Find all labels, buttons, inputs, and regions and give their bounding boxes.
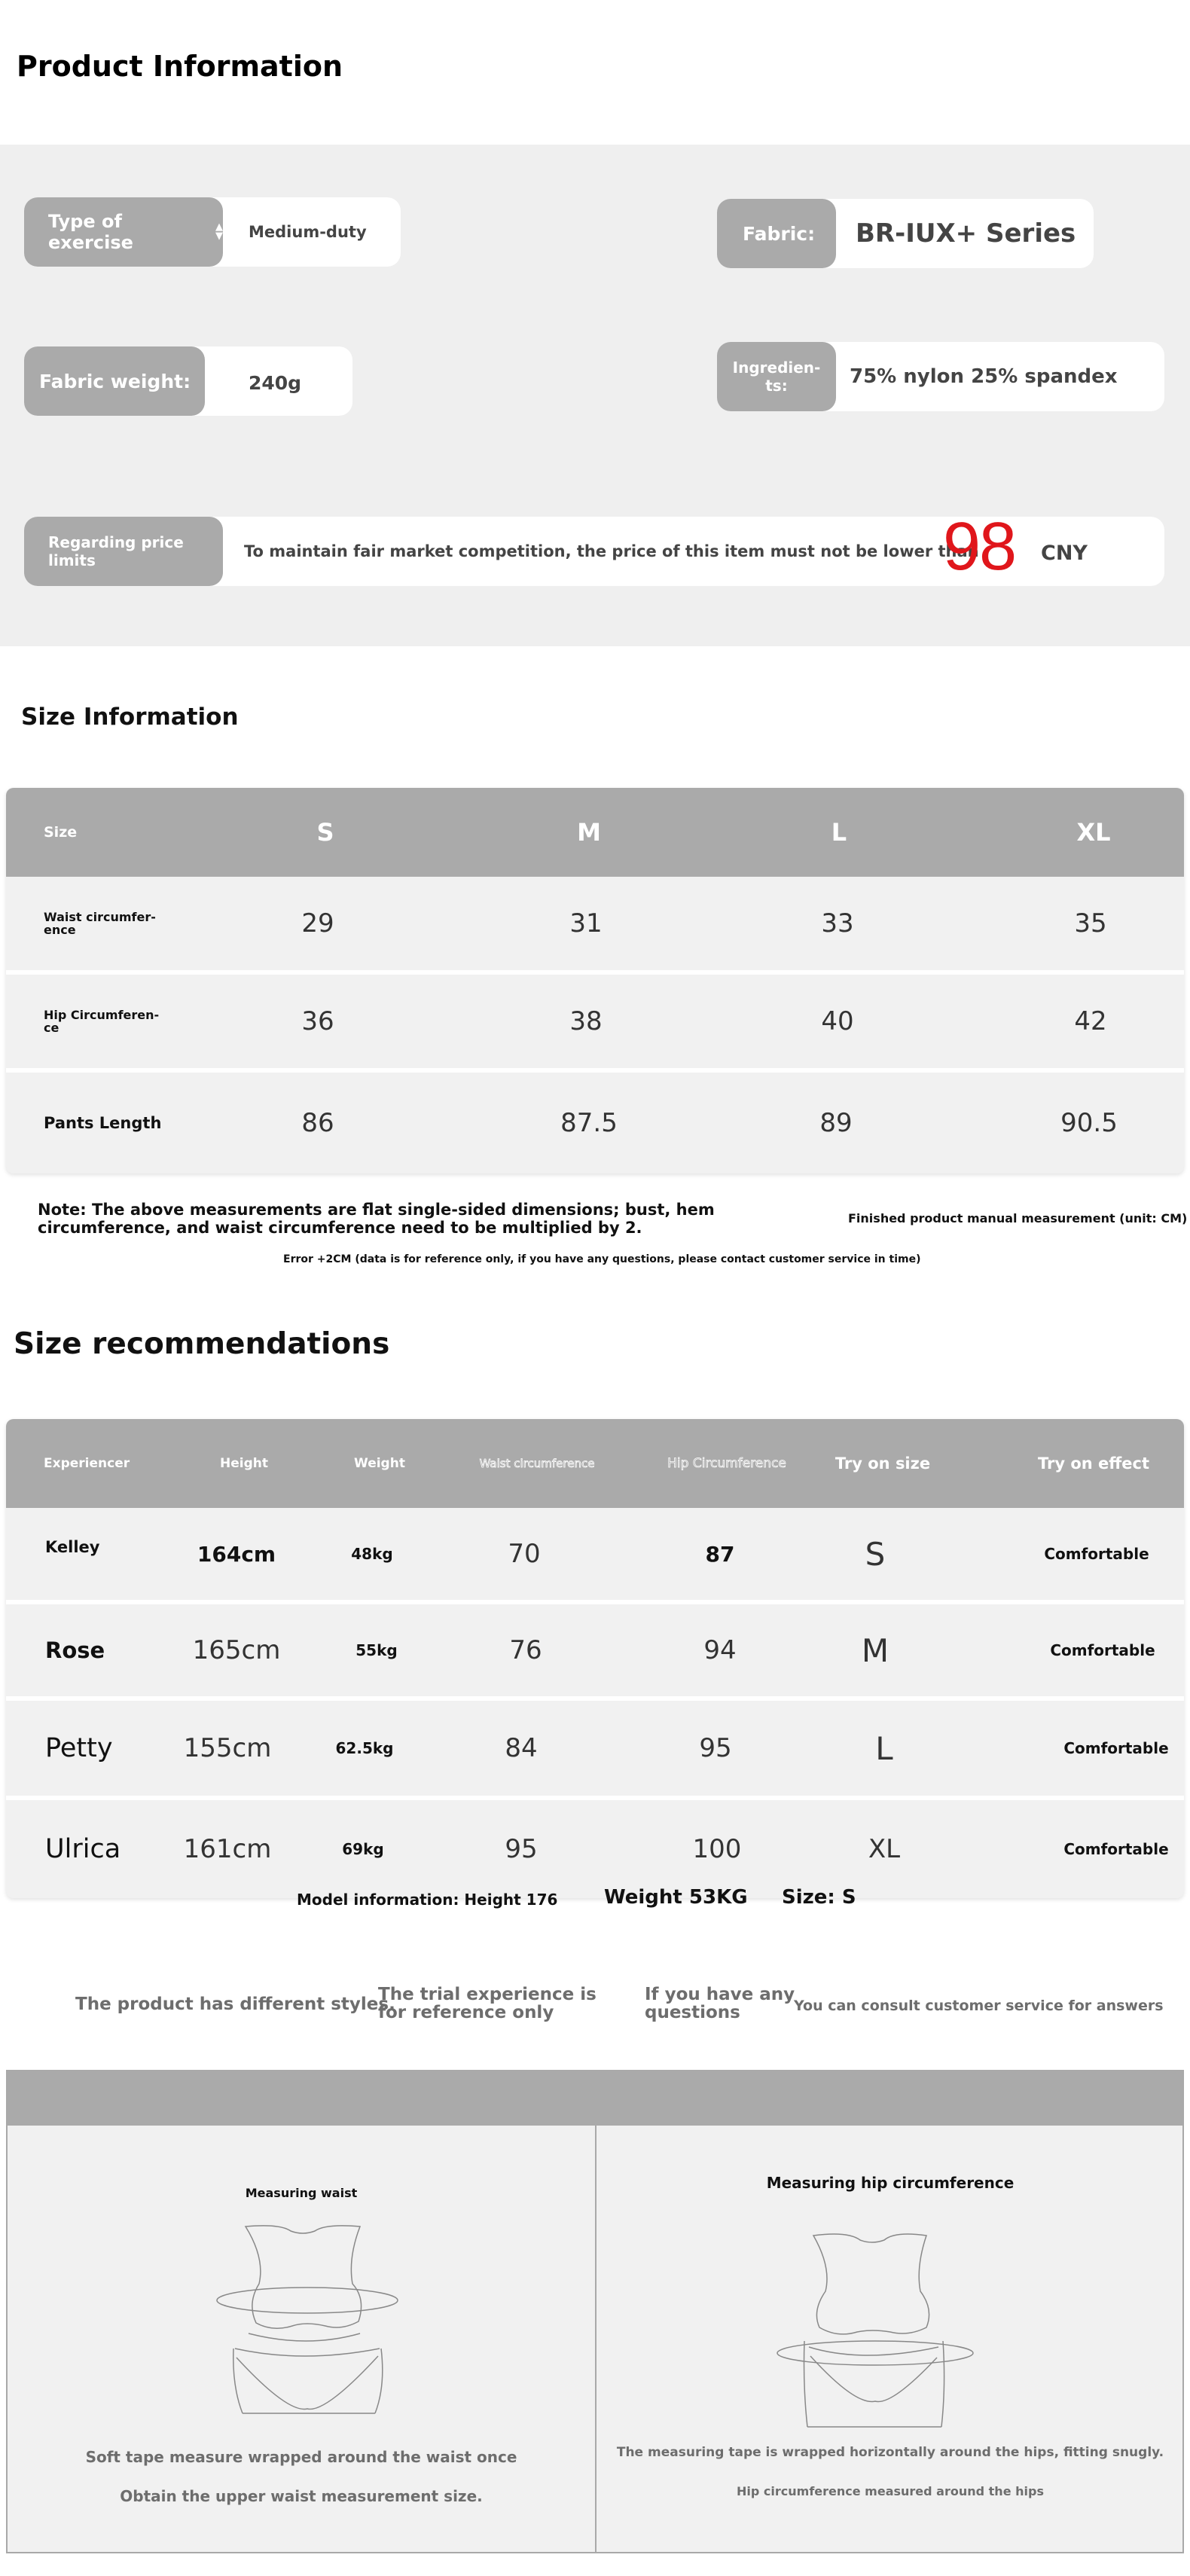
size-table	[6, 788, 1184, 1174]
measuring-waist-title: Measuring waist	[245, 2186, 358, 2200]
size-table-header	[6, 788, 1184, 877]
header-waist: Waist circumference	[479, 1457, 595, 1470]
measuring-waist-line1: Soft tape measure wrapped around the waist once	[85, 2448, 517, 2466]
rec-name: Ulrica	[45, 1834, 121, 1864]
measuring-hip-title: Measuring hip circumference	[766, 2174, 1015, 2192]
size-rec-header	[6, 1419, 1184, 1508]
exercise-label: Type of exercise	[48, 211, 133, 253]
questions-disclaimer: If you have any questions	[645, 1985, 795, 2022]
size-info-title: Size Information	[21, 704, 239, 731]
rec-effect: Comfortable	[1044, 1545, 1149, 1563]
error-note: Error +2CM (data is for reference only, if you have any questions, please contact customer service in time)	[283, 1253, 921, 1265]
fabric-weight-tag	[24, 346, 205, 416]
rec-size: M	[861, 1631, 889, 1669]
sort-arrows-icon: ▲ ▼	[215, 221, 223, 242]
table-row	[6, 1508, 1184, 1600]
fabric-label: Fabric:	[743, 222, 816, 245]
ingredients-value: 75% nylon 25% spandex	[850, 365, 1118, 388]
rec-weight: 48kg	[351, 1545, 393, 1563]
header-xl: XL	[1076, 818, 1111, 847]
row-cell: 42	[1074, 1006, 1107, 1036]
measuring-panel	[6, 2070, 1184, 2553]
header-weight: Weight	[354, 1456, 405, 1471]
row-cell: 89	[819, 1108, 853, 1138]
row-cell: 33	[821, 908, 854, 939]
row-cell: 90.5	[1060, 1108, 1118, 1138]
price-tag	[24, 517, 223, 586]
header-size: Size	[44, 824, 78, 841]
row-label: Hip Circumferen- ce	[44, 1008, 160, 1035]
size-rec-table	[6, 1419, 1184, 1898]
header-try-size: Try on size	[835, 1454, 931, 1473]
measuring-hip-line1: The measuring tape is wrapped horizontally around the hips, fitting snugly.	[616, 2445, 1164, 2460]
rec-effect: Comfortable	[1050, 1641, 1155, 1659]
measuring-hip-line2: Hip circumference measured around the hips	[737, 2484, 1044, 2498]
trial-disclaimer: The trial experience is for reference only	[378, 1985, 597, 2022]
rec-weight: 55kg	[355, 1641, 398, 1659]
table-row	[6, 877, 1184, 970]
fabric-weight-label: Fabric weight:	[39, 370, 191, 392]
rec-height: 161cm	[183, 1834, 272, 1864]
rec-name: Petty	[45, 1733, 113, 1763]
rec-name: Rose	[45, 1637, 105, 1663]
rec-weight: 69kg	[342, 1840, 384, 1858]
header-m: M	[577, 818, 601, 847]
price-value: 98	[943, 508, 1016, 584]
rec-hip: 94	[703, 1635, 737, 1665]
measuring-waist-line2: Obtain the upper waist measurement size.	[120, 2487, 483, 2505]
consult-disclaimer: You can consult customer service for answers	[794, 1998, 1164, 2014]
row-cell: 35	[1074, 908, 1107, 939]
row-cell: 38	[569, 1006, 603, 1036]
header-height: Height	[220, 1456, 268, 1471]
header-l: L	[831, 818, 847, 847]
table-row	[6, 975, 1184, 1068]
rec-waist: 84	[505, 1733, 538, 1763]
rec-height: 155cm	[183, 1733, 272, 1763]
rec-name: Kelley	[45, 1538, 100, 1556]
fabric-weight-value: 240g	[249, 371, 302, 394]
header-hip: Hip Circumference	[667, 1456, 786, 1471]
rec-size: L	[875, 1729, 893, 1767]
rec-hip: 95	[699, 1733, 732, 1763]
price-label: Regarding price limits	[48, 533, 184, 569]
model-weight: Weight 53KG	[604, 1886, 748, 1909]
rec-height: 165cm	[192, 1635, 281, 1665]
row-label: Waist circumfer- ence	[44, 910, 156, 937]
fabric-value: BR-IUX+ Series	[856, 218, 1076, 249]
price-text: To maintain fair market competition, the price of this item must not be lower than	[244, 542, 979, 560]
row-cell: 36	[301, 1006, 334, 1036]
ingredients-label: Ingredien- ts:	[732, 359, 821, 395]
header-try-effect: Try on effect	[1037, 1454, 1150, 1473]
table-row	[6, 1800, 1184, 1898]
table-row	[6, 1073, 1184, 1174]
row-cell: 40	[821, 1006, 854, 1036]
product-info-band	[0, 145, 1190, 646]
table-row	[6, 1604, 1184, 1696]
fabric-tag	[717, 199, 836, 268]
size-rec-title: Size recommendations	[14, 1327, 390, 1361]
manual-measurement-note: Finished product manual measurement (unit: CM)	[848, 1211, 1188, 1225]
rec-waist: 95	[505, 1834, 538, 1864]
rec-waist: 70	[508, 1539, 541, 1569]
header-s: S	[316, 818, 334, 847]
rec-effect: Comfortable	[1063, 1840, 1169, 1858]
rec-waist: 76	[509, 1635, 542, 1665]
rec-hip: 100	[692, 1834, 742, 1864]
flat-dimensions-note: Note: The above measurements are flat single-sided dimensions; bust, hem circumference, and waist circumference need to be multiplied by 2.	[38, 1201, 715, 1237]
measuring-header-bar	[8, 2071, 1182, 2126]
row-cell: 31	[569, 908, 603, 939]
row-cell: 29	[301, 908, 334, 939]
table-row	[6, 1701, 1184, 1796]
hip-body-illustration	[773, 2228, 976, 2431]
rec-size: XL	[868, 1834, 901, 1864]
rec-effect: Comfortable	[1063, 1739, 1169, 1757]
rec-weight: 62.5kg	[335, 1739, 394, 1757]
styles-disclaimer: The product has different styles.	[75, 1995, 395, 2014]
model-height: Model information: Height 176	[297, 1891, 558, 1909]
waist-body-illustration	[212, 2220, 408, 2416]
row-cell: 87.5	[560, 1108, 618, 1138]
exercise-tag	[24, 197, 223, 267]
row-cell: 86	[301, 1108, 334, 1138]
row-label: Pants Length	[44, 1114, 162, 1132]
rec-hip: 87	[705, 1541, 735, 1567]
ingredients-tag	[717, 342, 836, 411]
price-currency: CNY	[1041, 541, 1088, 565]
header-experiencer: Experiencer	[44, 1456, 130, 1471]
exercise-value: Medium-duty	[249, 223, 367, 241]
rec-size: S	[865, 1535, 886, 1573]
product-info-title: Product Information	[17, 50, 343, 83]
model-size: Size: S	[782, 1886, 856, 1909]
rec-height: 164cm	[197, 1541, 276, 1567]
